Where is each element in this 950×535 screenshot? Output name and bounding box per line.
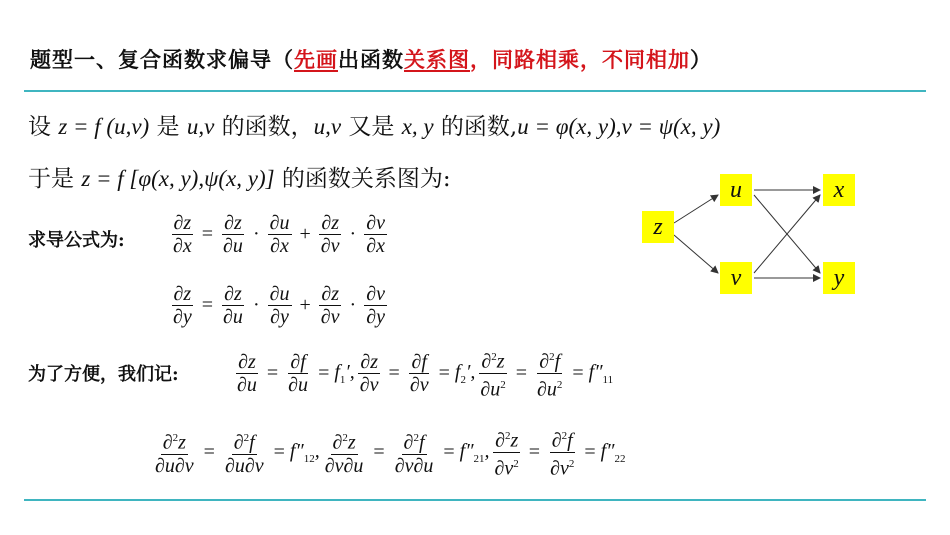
title-prefix: 题型一、复合函数求偏导（ — [30, 47, 294, 72]
intro-line-2: 于是 z = f [φ(x, y),ψ(x, y)] 的函数关系图为: — [28, 166, 451, 192]
node-z: z — [642, 211, 674, 243]
node-y: y — [823, 262, 855, 294]
notation-row-2: $\frac{\partial^2z}{\partial u\partial v}$ = $\frac{\partial^2f}{\partial u\partial v}$ = $f''_{12}$, $\frac{\partial^2z}{\partial v\partial u}$ = $\frac{\partial^2f}{\partial v\partial u}$ = $f''_{21}$, $\frac{\partial^2z}{\partial v^2}$ = $\frac{\partial^2f}{\partial v^2}$ = $f''_{22}$ — [150, 425, 626, 479]
edge-z-u — [674, 195, 718, 223]
formula-dz-dy: $\frac{\partial z}{\partial y}$ = $\frac{\partial z}{\partial u}$ · $\frac{\partial u}{\partial y}$ + $\frac{\partial z}{\partial v}$ · $\frac{\partial v}{\partial y}$ — [173, 283, 385, 328]
top-divider — [24, 90, 926, 92]
bottom-divider — [24, 499, 926, 501]
title-suffix: ） — [690, 47, 712, 72]
title-highlight-3: ，同路相乘，不同相加 — [470, 47, 690, 72]
title-text-2: 出函数 — [338, 47, 404, 72]
formula-label: 求导公式为: — [28, 230, 125, 251]
formula-dz-dx: $\frac{\partial z}{\partial x}$ = $\frac{\partial z}{\partial u}$ · $\frac{\partial u}{\partial x}$ + $\frac{\partial z}{\partial v}$ · $\frac{\partial v}{\partial x}$ — [173, 212, 385, 257]
slide-title — [30, 44, 712, 74]
node-x: x — [823, 174, 855, 206]
node-u: u — [720, 174, 752, 206]
notation-label: 为了方便，我们记: — [28, 364, 179, 385]
title-highlight-1: 先画 — [294, 47, 338, 72]
node-v: v — [720, 262, 752, 294]
notation-row-1: $\frac{\partial z}{\partial u}$ = $\frac{\partial f}{\partial u}$ = $f_1'$, $\frac{\partial z}{\partial v}$ = $\frac{\partial f}{\partial v}$ = $f_2'$, $\frac{\partial^2z}{\partial u^2}$ = $\frac{\partial^2f}{\partial u^2}$ = $f''_{11}$ — [232, 346, 613, 400]
title-highlight-2: 关系图 — [404, 47, 470, 72]
edge-z-v — [674, 235, 718, 273]
intro-line-1: 设 z = f (u,v) 是 u,v 的函数，u,v 又是 x, y 的函数,u = φ(x, y),v = ψ(x, y) — [28, 114, 721, 140]
